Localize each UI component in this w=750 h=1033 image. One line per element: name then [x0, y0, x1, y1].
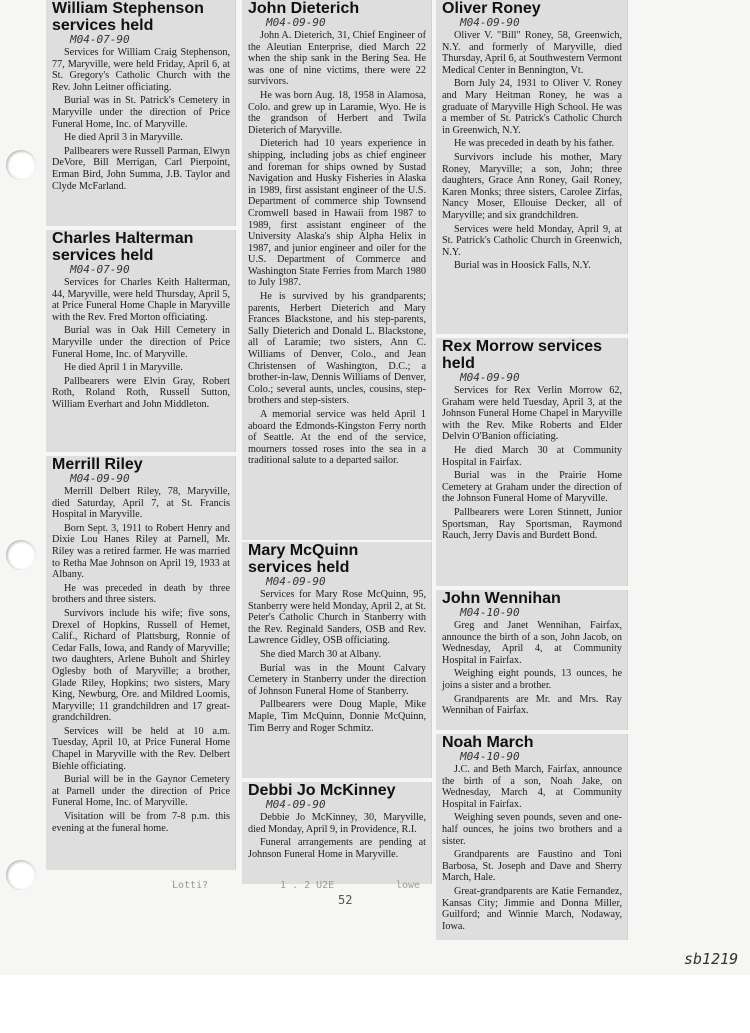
- handwritten-date: M04-09-90: [460, 371, 520, 384]
- obituary-clipping: [436, 338, 628, 586]
- paragraph: Oliver V. "Bill" Roney, 58, Greenwich, N.Y. and formerly of Maryville, died Thursday, April 6, at Southwestern Vermont Medical Center in Bennington, Vt.: [442, 30, 622, 76]
- paragraph: John A. Dieterich, 31, Chief Engineer of the Aleutian Enterprise, died March 22 when the ship sank in the Bering Sea. He was one of nine victims, there were 22 survivors.: [248, 30, 426, 88]
- paragraph: Burial was in the Mount Calvary Cemetery in Stanberry under the direction of Johnson Funeral Home of Stanberry.: [248, 662, 426, 697]
- paragraph: Visitation will be from 7-8 p.m. this evening at the funeral home.: [52, 811, 230, 834]
- headline: Merrill Riley: [52, 456, 143, 473]
- paragraph: Born July 24, 1931 to Oliver V. Roney and Mary Heitman Roney, he was a graduate of Maryville High School. He was a member of St. Patrick's Catholic Church in Greenwich, N.Y.: [442, 78, 622, 136]
- paragraph: He died March 30 at Community Hospital in Fairfax.: [442, 444, 622, 468]
- handwritten-date: M04-09-90: [460, 16, 520, 29]
- headline: Charles Halterman services held: [52, 230, 194, 264]
- paragraph: Weighing eight pounds, 13 ounces, he joins a sister and a brother.: [442, 668, 622, 691]
- paragraph: Burial was in Hoosick Falls, N.Y.: [454, 260, 591, 272]
- cut-edge-residue: Lotti?: [172, 880, 209, 891]
- headline: Mary McQuinn services held: [248, 542, 359, 576]
- headline: Rex Morrow services held: [442, 338, 603, 372]
- headline: John Wennihan: [442, 590, 561, 607]
- cut-edge-residue: 1 . 2 U2E: [280, 880, 335, 891]
- paragraph: Services for William Craig Stephenson, 77, Maryville, were held Friday, April 6, at St. Gregory's Catholic Church with the Rev. John Leitner officiating.: [52, 47, 230, 93]
- handwritten-date: M04-09-90: [70, 472, 130, 485]
- paragraph: He died April 3 in Maryville.: [64, 132, 183, 144]
- cut-edge-residue: lowe: [396, 880, 421, 891]
- article-body: [52, 277, 230, 411]
- paragraph: Burial was in the Prairie Home Cemetery at Graham under the direction of the Johnson Funeral Home of Maryville.: [442, 470, 622, 505]
- paragraph: Services for Charles Keith Halterman, 44, Maryville, were held Thursday, April 5, at Price Funeral Home Chaple in Maryville with the Rev. Fred Morton officiating.: [52, 277, 230, 323]
- article-body: [442, 620, 622, 717]
- paragraph: J.C. and Beth March, Fairfax, announce the birth of a son, Noah Jake, on Wednesday, March 4, at Community Hospital in Fairfax.: [442, 764, 622, 810]
- headline: Noah March: [442, 734, 534, 751]
- paragraph: Grandparents are Faustino and Toni Barbosa, St. Joseph and Dave and Sherry March, Hale.: [442, 849, 622, 884]
- paragraph: Merrill Delbert Riley, 78, Maryville, died Saturday, April 7, at St. Francis Hospital in Maryville.: [52, 486, 230, 521]
- paragraph: Grandparents are Mr. and Mrs. Ray Wennihan of Fairfax.: [442, 693, 622, 717]
- binder-hole: [6, 860, 36, 890]
- paragraph: Services for Mary Rose McQuinn, 95, Stanberry were held Monday, April 2, at St. Peter's Catholic Church in Stanberry with the Rev. Reginald Sanders, OSB and Rev. Lawrence Gidley, OSB officiating.: [248, 589, 426, 647]
- paragraph: Dieterich had 10 years experience in shipping, including jobs as chief engineer and foreman for ships owned by Sustad Navigation and Husky Fisheries in Alaska in 1989, first assistant engineer of the U.S. Department of commerce ship Townsend Cromwell based in Hawaii from 1987 to 1989, first assistant engineer of the University Alaska's ship Alpha Helix in 1987, and junior engineer and oiler for the U.S. Department of Commerce and Washington State Ferries from March 1980 to July 1987.: [248, 138, 426, 289]
- obituary-clipping: [242, 542, 432, 778]
- binder-hole: [6, 540, 36, 570]
- paragraph: Pallbearers were Doug Maple, Mike Maple, Tim McQuinn, Donnie McQuinn, Tim Berry and Roger Schmitz.: [248, 699, 426, 734]
- article-body: [52, 47, 230, 192]
- obituary-clipping: [436, 0, 628, 334]
- paragraph: Pallbearers were Loren Stinnett, Junior Sportsman, Ray Sportsman, Raymond Rauch, Jerry Davis and Burdett Bond.: [442, 506, 622, 542]
- paragraph: Pallbearers were Elvin Gray, Robert Roth, Roland Roth, Russell Sutton, William Everhart and John Middleton.: [52, 375, 230, 410]
- handwritten-date: M04-07-90: [70, 263, 130, 276]
- headline: Debbi Jo McKinney: [248, 782, 396, 799]
- handwritten-date: M04-09-90: [266, 798, 326, 811]
- birth-announcement-clipping: [436, 590, 628, 730]
- paragraph: Great-grandparents are Katie Fernandez, Kansas City; Jimmie and Donna Miller, Guilford; and Winnie March, Nodaway, Iowa.: [442, 885, 622, 932]
- paragraph: He died April 1 in Maryville.: [64, 362, 183, 374]
- paragraph: He was preceded in death by three brothers and three sisters.: [52, 582, 230, 606]
- paragraph: Survivors include his mother, Mary Roney, Maryville; a son, John; three daughters, Grace Ann Roney, Gail Roney, Karen Monks; three sisters, Carolee Zirfas, Nancy Moser, Ellouise Decker, all of Maryville; and six grandchildren.: [442, 151, 622, 221]
- article-body: [442, 30, 622, 272]
- binder-hole: [6, 150, 36, 180]
- obituary-clipping: [46, 0, 236, 226]
- paragraph: Survivors include his wife; five sons, Drexel of Hopkins, Russell of Hemet, Calif., Richard of Plattsburg, Ronnie of Cedar Falls, Iowa, and Randy of Maryville; two daughters, Arlene Buholt and Shirley Oglesby both of Maryville; a brother, Glade Riley, Hopkins; two sisters, Mary King, Newburg, Ore. and Mildred Loomis, Maryville; 11 grandchildren and 17 great-grandchildren.: [52, 607, 230, 724]
- paragraph: Greg and Janet Wennihan, Fairfax, announce the birth of a son, John Jacob, on Wednesday, April 4, at Community Hospital in Fairfax.: [442, 620, 622, 666]
- handwritten-date: M04-10-90: [460, 606, 520, 619]
- paragraph: Funeral arrangements are pending at Johnson Funeral Home in Maryville.: [248, 837, 426, 860]
- headline: William Stephenson services held: [52, 0, 204, 34]
- handwritten-date: M04-09-90: [266, 575, 326, 588]
- article-body: [52, 486, 230, 834]
- page-number: 52: [338, 893, 353, 907]
- paragraph: He was born Aug. 18, 1958 in Alamosa, Colo. and grew up in Laramie, Wyo. He is the grandson of Herbert and Twila Dieterich of Maryville.: [248, 89, 426, 136]
- obituary-clipping: [46, 456, 236, 870]
- paragraph: Burial was in Oak Hill Cemetery in Maryville under the direction of Price Funeral Home, Inc. of Maryville.: [52, 325, 230, 360]
- paragraph: Burial was in St. Patrick's Cemetery in Maryville under the direction of Price Funeral Home, Inc. of Maryville.: [52, 95, 230, 130]
- article-body: [248, 30, 426, 467]
- paragraph: Born Sept. 3, 1911 to Robert Henry and Dixie Lou Hanes Riley at Parnell, Mr. Riley was a retired farmer. He was married to Retha Mae Johnson on April 19, 1933 at Albany.: [52, 522, 230, 581]
- headline: John Dieterich: [248, 0, 360, 17]
- obituary-clipping: [242, 0, 432, 540]
- paragraph: A memorial service was held April 1 aboard the Edmonds-Kingston Ferry north of Seattle. At the end of the service, mourners tossed roses into the sea in a traditional salute to a departed sailor.: [248, 409, 426, 467]
- paragraph: Services were held Monday, April 9, at St. Patrick's Catholic Church in Greenwich, N.Y.: [442, 223, 622, 258]
- obituary-clipping: [46, 230, 236, 452]
- article-body: [248, 812, 426, 860]
- handwritten-date: M04-09-90: [266, 16, 326, 29]
- paragraph: Services for Rex Verlin Morrow 62, Graham were held Tuesday, April 3, at the Johnson Funeral Home Chapel in Maryville with the Rev. Mike Roberts and Elder Delvin O'Banion officiating.: [442, 385, 622, 443]
- paragraph: Debbie Jo McKinney, 30, Maryville, died Monday, April 9, in Providence, R.I.: [248, 812, 426, 835]
- article-body: [442, 764, 622, 932]
- handwritten-date: M04-07-90: [70, 33, 130, 46]
- handwritten-date: M04-10-90: [460, 750, 520, 763]
- paragraph: Burial will be in the Gaynor Cemetery at Parnell under the direction of Price Funeral Home, Inc. of Maryville.: [52, 774, 230, 809]
- paragraph: She died March 30 at Albany.: [260, 648, 381, 660]
- paragraph: He is survived by his grandparents; parents, Herbert Dieterich and Mary Frances Blackstone, and his step-parents, Sally Dieterich and Donald L. Blackstone, all of Laramie; two sisters, Ann C. Williams of Denver, Colo., and Jean Christensen of Washington, D.C.; a brother-in-law, Dennis Williams of Denver, Colo.; several aunts, uncles, cousins, step-brothers and step-sisters.: [248, 291, 426, 407]
- archive-id-handwritten: sb1219: [684, 950, 739, 968]
- paragraph: Weighing seven pounds, seven and one-half ounces, he joins two brothers and a sister.: [442, 812, 622, 847]
- paragraph: Pallbearers were Russell Parman, Elwyn DeVore, Bill Merrigan, Carl Pierpoint, Erman Bird, John Summa, J.B. Taylor and Clyde McFarland.: [52, 145, 230, 192]
- paragraph: Services will be held at 10 a.m. Tuesday, April 10, at Price Funeral Home Chapel in Maryville with the Rev. Delbert Biehle officiating.: [52, 725, 230, 772]
- obituary-clipping: [242, 782, 432, 884]
- article-body: [442, 385, 622, 542]
- birth-announcement-clipping: [436, 734, 628, 940]
- article-body: [248, 589, 426, 734]
- paragraph: He was preceded in death by his father.: [454, 138, 615, 150]
- headline: Oliver Roney: [442, 0, 541, 17]
